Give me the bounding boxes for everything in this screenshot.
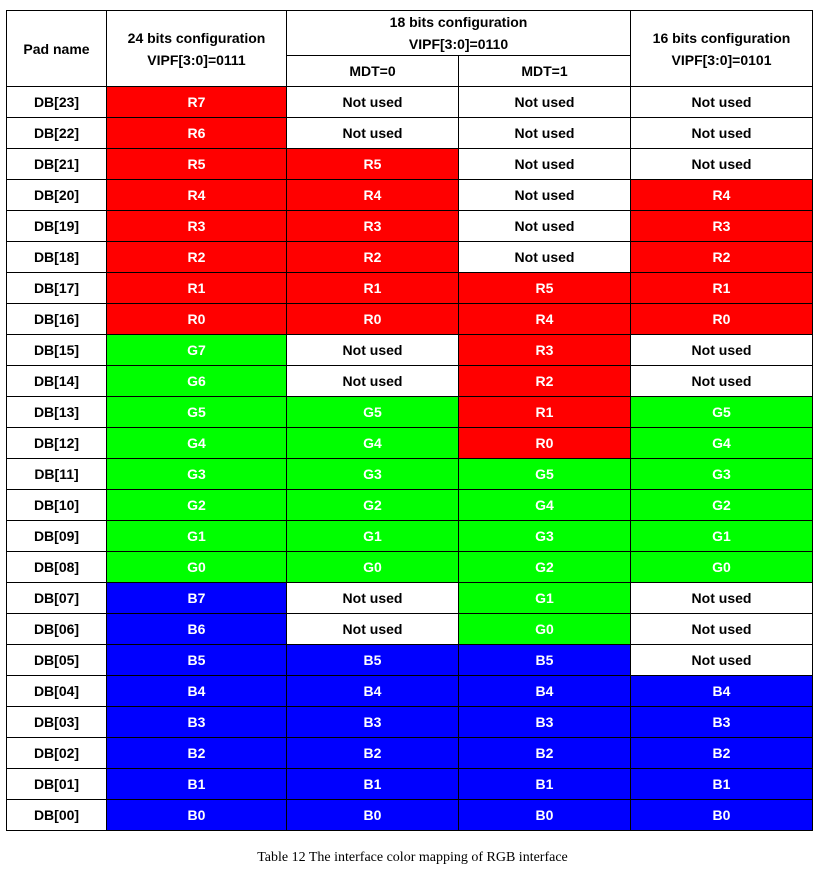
cell-16bit: G5 <box>631 397 813 428</box>
cell-16bit: Not used <box>631 149 813 180</box>
cell-pad-name: DB[22] <box>7 118 107 149</box>
cell-16bit: G0 <box>631 552 813 583</box>
cell-18bit-mdt1: R5 <box>459 273 631 304</box>
header-16bit-title: 16 bits configuration <box>652 29 791 46</box>
table-row <box>7 738 813 769</box>
cell-16bit: G1 <box>631 521 813 552</box>
cell-16bit: Not used <box>631 645 813 676</box>
cell-pad-name: DB[04] <box>7 676 107 707</box>
cell-16bit: Not used <box>631 614 813 645</box>
table-row <box>7 118 813 149</box>
cell-18bit-mdt1: G0 <box>459 614 631 645</box>
cell-24bit: G6 <box>107 366 287 397</box>
cell-pad-name: DB[09] <box>7 521 107 552</box>
cell-18bit-mdt0: G2 <box>287 490 459 521</box>
cell-18bit-mdt1: Not used <box>459 242 631 273</box>
cell-18bit-mdt0: R1 <box>287 273 459 304</box>
cell-18bit-mdt1: B4 <box>459 676 631 707</box>
cell-18bit-mdt1: Not used <box>459 118 631 149</box>
cell-24bit: B7 <box>107 583 287 614</box>
cell-pad-name: DB[20] <box>7 180 107 211</box>
cell-pad-name: DB[10] <box>7 490 107 521</box>
cell-16bit: Not used <box>631 87 813 118</box>
cell-pad-name: DB[06] <box>7 614 107 645</box>
cell-24bit: G4 <box>107 428 287 459</box>
cell-18bit-mdt1: R0 <box>459 428 631 459</box>
header-24bit-vipf: VIPF[3:0]=0111 <box>147 51 246 68</box>
cell-18bit-mdt0: R3 <box>287 211 459 242</box>
table-row <box>7 211 813 242</box>
cell-16bit: B3 <box>631 707 813 738</box>
cell-18bit-mdt1: G4 <box>459 490 631 521</box>
cell-pad-name: DB[21] <box>7 149 107 180</box>
cell-18bit-mdt0: Not used <box>287 366 459 397</box>
cell-16bit: G2 <box>631 490 813 521</box>
cell-16bit: B4 <box>631 676 813 707</box>
table-row <box>7 335 813 366</box>
cell-18bit-mdt0: R4 <box>287 180 459 211</box>
cell-16bit: G4 <box>631 428 813 459</box>
cell-pad-name: DB[08] <box>7 552 107 583</box>
header-18bit <box>287 11 631 56</box>
cell-18bit-mdt0: B2 <box>287 738 459 769</box>
cell-18bit-mdt1: G1 <box>459 583 631 614</box>
cell-pad-name: DB[12] <box>7 428 107 459</box>
header-row-1 <box>7 11 813 56</box>
header-mdt0: MDT=0 <box>287 56 459 87</box>
cell-18bit-mdt0: B0 <box>287 800 459 831</box>
cell-18bit-mdt0: Not used <box>287 87 459 118</box>
cell-18bit-mdt1: Not used <box>459 180 631 211</box>
cell-pad-name: DB[13] <box>7 397 107 428</box>
cell-24bit: R6 <box>107 118 287 149</box>
cell-24bit: G2 <box>107 490 287 521</box>
cell-18bit-mdt1: B5 <box>459 645 631 676</box>
table-row <box>7 180 813 211</box>
cell-18bit-mdt0: B3 <box>287 707 459 738</box>
cell-18bit-mdt1: Not used <box>459 149 631 180</box>
cell-24bit: B0 <box>107 800 287 831</box>
cell-24bit: B3 <box>107 707 287 738</box>
cell-16bit: Not used <box>631 118 813 149</box>
cell-pad-name: DB[11] <box>7 459 107 490</box>
cell-24bit: B4 <box>107 676 287 707</box>
cell-24bit: G1 <box>107 521 287 552</box>
cell-pad-name: DB[02] <box>7 738 107 769</box>
table-row <box>7 490 813 521</box>
cell-18bit-mdt0: G4 <box>287 428 459 459</box>
cell-16bit: R2 <box>631 242 813 273</box>
table-row <box>7 87 813 118</box>
cell-24bit: R5 <box>107 149 287 180</box>
table-row <box>7 149 813 180</box>
cell-24bit: R2 <box>107 242 287 273</box>
cell-24bit: G5 <box>107 397 287 428</box>
table-caption: Table 12 The interface color mapping of RGB interface <box>257 850 568 865</box>
cell-16bit: B2 <box>631 738 813 769</box>
cell-18bit-mdt0: B5 <box>287 645 459 676</box>
cell-16bit: R1 <box>631 273 813 304</box>
cell-16bit: R4 <box>631 180 813 211</box>
cell-24bit: G3 <box>107 459 287 490</box>
cell-18bit-mdt1: B3 <box>459 707 631 738</box>
cell-pad-name: DB[19] <box>7 211 107 242</box>
cell-18bit-mdt0: G0 <box>287 552 459 583</box>
table-row <box>7 645 813 676</box>
cell-16bit: B1 <box>631 769 813 800</box>
cell-18bit-mdt0: B1 <box>287 769 459 800</box>
cell-18bit-mdt1: B1 <box>459 769 631 800</box>
cell-18bit-mdt1: R3 <box>459 335 631 366</box>
cell-16bit: R3 <box>631 211 813 242</box>
cell-pad-name: DB[23] <box>7 87 107 118</box>
table-row <box>7 521 813 552</box>
table-row <box>7 459 813 490</box>
cell-pad-name: DB[17] <box>7 273 107 304</box>
cell-16bit: B0 <box>631 800 813 831</box>
header-18bit-vipf: VIPF[3:0]=0110 <box>408 36 509 52</box>
cell-18bit-mdt0: G3 <box>287 459 459 490</box>
cell-24bit: R1 <box>107 273 287 304</box>
table-body <box>7 87 813 831</box>
cell-16bit: R0 <box>631 304 813 335</box>
cell-24bit: B2 <box>107 738 287 769</box>
cell-18bit-mdt1: G5 <box>459 459 631 490</box>
cell-24bit: B6 <box>107 614 287 645</box>
cell-pad-name: DB[16] <box>7 304 107 335</box>
cell-18bit-mdt1: G3 <box>459 521 631 552</box>
cell-18bit-mdt0: Not used <box>287 614 459 645</box>
cell-24bit: R0 <box>107 304 287 335</box>
table-row <box>7 428 813 459</box>
cell-18bit-mdt1: Not used <box>459 211 631 242</box>
header-16bit-vipf: VIPF[3:0]=0101 <box>671 51 772 68</box>
cell-pad-name: DB[00] <box>7 800 107 831</box>
cell-18bit-mdt0: G1 <box>287 521 459 552</box>
header-mdt1: MDT=1 <box>459 56 631 87</box>
header-16bit <box>631 11 813 87</box>
cell-18bit-mdt1: G2 <box>459 552 631 583</box>
cell-16bit: Not used <box>631 335 813 366</box>
cell-pad-name: DB[18] <box>7 242 107 273</box>
cell-18bit-mdt1: R4 <box>459 304 631 335</box>
cell-24bit: G7 <box>107 335 287 366</box>
table-row <box>7 366 813 397</box>
table-row <box>7 614 813 645</box>
header-24bit-title: 24 bits configuration <box>127 29 266 46</box>
cell-18bit-mdt1: R2 <box>459 366 631 397</box>
table-row <box>7 397 813 428</box>
table-row <box>7 676 813 707</box>
cell-18bit-mdt0: B4 <box>287 676 459 707</box>
cell-18bit-mdt0: R2 <box>287 242 459 273</box>
cell-24bit: R3 <box>107 211 287 242</box>
header-24bit <box>107 11 287 87</box>
table-row <box>7 800 813 831</box>
cell-24bit: R7 <box>107 87 287 118</box>
table-row <box>7 583 813 614</box>
cell-pad-name: DB[03] <box>7 707 107 738</box>
table-row <box>7 552 813 583</box>
header-18bit-title: 18 bits configuration <box>389 14 528 30</box>
cell-18bit-mdt0: Not used <box>287 335 459 366</box>
table-row <box>7 304 813 335</box>
cell-18bit-mdt1: Not used <box>459 87 631 118</box>
cell-18bit-mdt0: Not used <box>287 583 459 614</box>
cell-24bit: B1 <box>107 769 287 800</box>
table-row <box>7 242 813 273</box>
cell-24bit: G0 <box>107 552 287 583</box>
cell-18bit-mdt0: R0 <box>287 304 459 335</box>
table-row <box>7 769 813 800</box>
cell-16bit: Not used <box>631 366 813 397</box>
cell-24bit: R4 <box>107 180 287 211</box>
cell-pad-name: DB[01] <box>7 769 107 800</box>
rgb-mapping-table <box>6 10 813 831</box>
cell-18bit-mdt1: B0 <box>459 800 631 831</box>
cell-pad-name: DB[14] <box>7 366 107 397</box>
cell-pad-name: DB[05] <box>7 645 107 676</box>
cell-18bit-mdt1: B2 <box>459 738 631 769</box>
cell-18bit-mdt0: Not used <box>287 118 459 149</box>
cell-18bit-mdt0: G5 <box>287 397 459 428</box>
cell-pad-name: DB[15] <box>7 335 107 366</box>
table-row <box>7 273 813 304</box>
cell-24bit: B5 <box>107 645 287 676</box>
table-row <box>7 707 813 738</box>
cell-18bit-mdt0: R5 <box>287 149 459 180</box>
cell-18bit-mdt1: R1 <box>459 397 631 428</box>
cell-16bit: G3 <box>631 459 813 490</box>
cell-16bit: Not used <box>631 583 813 614</box>
header-pad-name: Pad name <box>7 11 107 87</box>
cell-pad-name: DB[07] <box>7 583 107 614</box>
